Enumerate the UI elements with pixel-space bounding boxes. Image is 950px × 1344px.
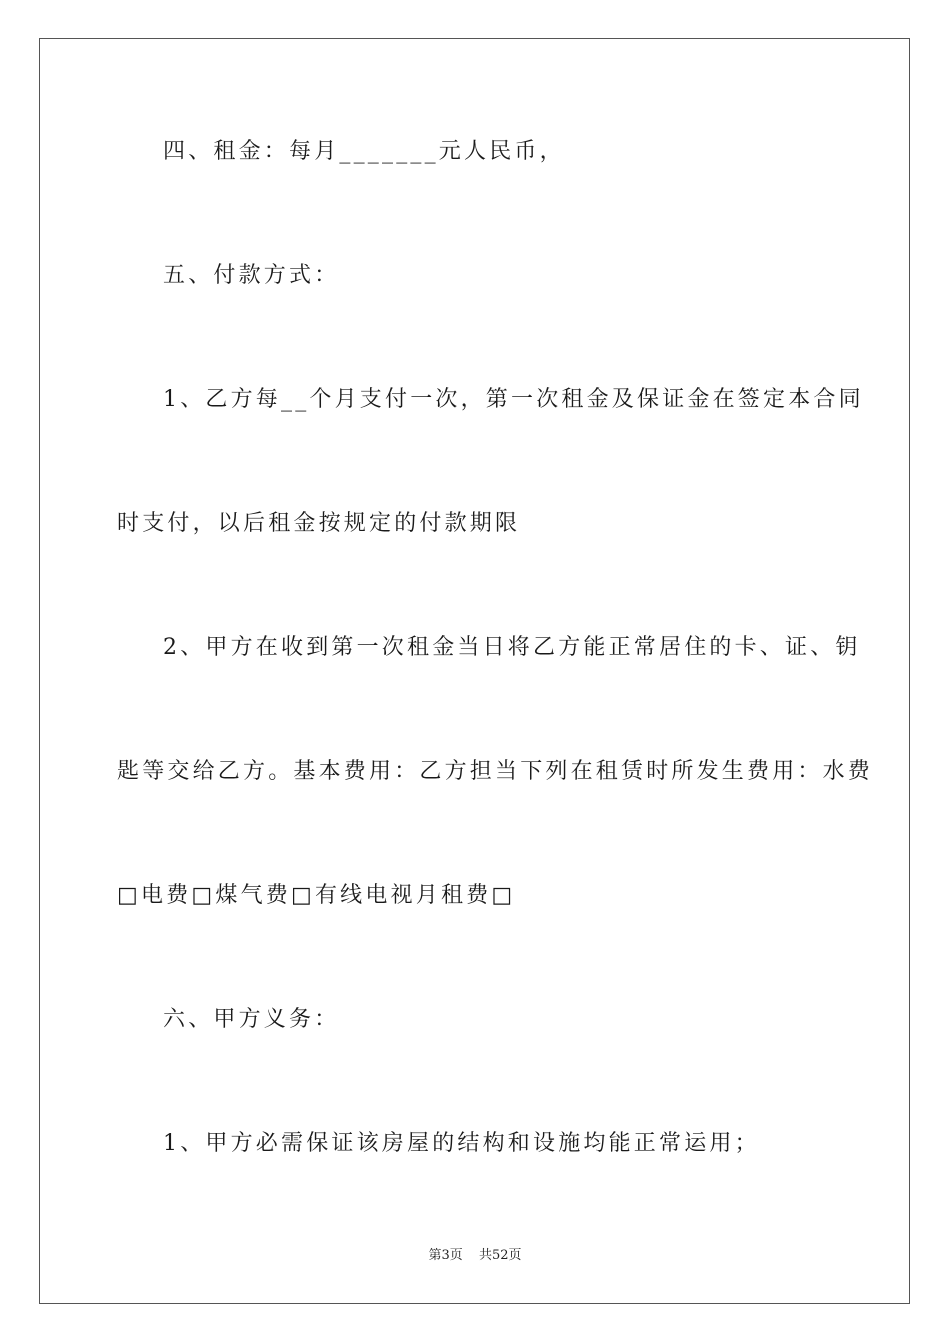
page-footer bbox=[0, 1247, 950, 1265]
clause-payment-1-line2: 时支付，以后租金按规定的付款期限 bbox=[117, 511, 521, 536]
clause-payment-1-line1: 1、乙方每__个月支付一次，第一次租金及保证金在签定本合同 bbox=[163, 387, 864, 412]
page-total: 共52页 bbox=[478, 1248, 522, 1263]
clause-party-a-1: 1、甲方必需保证该房屋的结构和设施均能正常运用； bbox=[163, 1131, 760, 1156]
clause-payment-2-line1: 2、甲方在收到第一次租金当日将乙方能正常居住的卡、证、钥 bbox=[163, 635, 861, 660]
clause-payment-2-line2: 匙等交给乙方。基本费用：乙方担当下列在租赁时所发生费用：水费 bbox=[117, 759, 874, 784]
clause-rent: 四、租金：每月_______元人民币， bbox=[163, 139, 565, 164]
clause-party-a-obligations: 六、甲方义务： bbox=[163, 1007, 340, 1032]
page-number: 第3页 bbox=[428, 1248, 463, 1263]
page-border bbox=[39, 38, 910, 1304]
clause-payment-method: 五、付款方式： bbox=[163, 263, 340, 288]
clause-payment-2-line3: □电费□煤气费□有线电视月租费□ bbox=[117, 883, 516, 908]
